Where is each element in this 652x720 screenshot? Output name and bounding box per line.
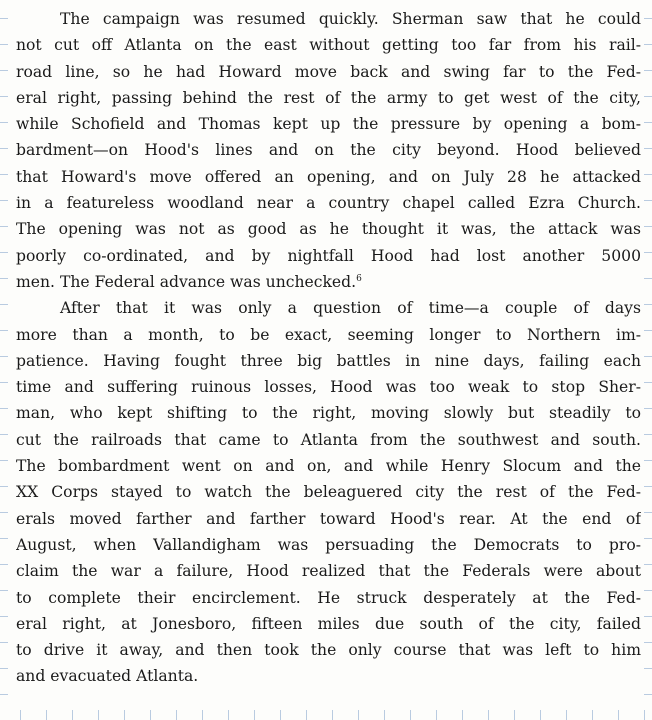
- margin-tick: [462, 710, 463, 720]
- text-line: eral right, at Jonesboro, fifteen miles due south of the city, failed: [16, 614, 641, 633]
- margin-tick: [0, 122, 8, 123]
- margin-tick: [644, 642, 652, 643]
- margin-tick: [0, 460, 8, 461]
- margin-tick: [410, 710, 411, 720]
- margin-tick: [644, 408, 652, 409]
- margin-tick: [0, 226, 8, 227]
- text-line: and evacuated Atlanta.: [16, 667, 199, 686]
- margin-tick: [0, 616, 8, 617]
- margin-tick: [0, 304, 8, 305]
- margin-tick: [0, 486, 8, 487]
- margin-tick: [644, 694, 652, 695]
- margin-tick: [0, 538, 8, 539]
- text-line: road line, so he had Howard move back and swing far to the Fed-: [16, 62, 641, 81]
- margin-tick: [0, 200, 8, 201]
- text-line: The campaign was resumed quickly. Sherman saw that he could: [60, 10, 641, 28]
- margin-tick: [488, 710, 489, 720]
- margin-tick: [0, 330, 8, 331]
- margin-tick: [644, 174, 652, 175]
- text-line: in a featureless woodland near a country chapel called Ezra Church.: [16, 194, 641, 213]
- text-line: to drive it away, and then took the only course that was left to him: [16, 641, 641, 660]
- margin-tick: [644, 616, 652, 617]
- margin-tick: [0, 694, 8, 695]
- margin-tick: [150, 710, 151, 720]
- margin-tick: [0, 668, 8, 669]
- text-line: to complete their encirclement. He struck desperately at the Fed-: [16, 588, 641, 607]
- margin-tick: [644, 252, 652, 253]
- text-line: August, when Vallandigham was persuading the Democrats to pro-: [16, 535, 641, 554]
- margin-tick: [644, 122, 652, 123]
- margin-tick: [644, 564, 652, 565]
- book-text: [16, 6, 641, 690]
- margin-tick: [540, 710, 541, 720]
- margin-tick: [306, 710, 307, 720]
- text-line: poorly co-ordinated, and by nightfall Hood had lost another 5000: [16, 246, 641, 265]
- text-line: After that it was only a question of time—a couple of days: [60, 299, 641, 318]
- text-line-content: men. The Federal advance was unchecked.: [16, 272, 357, 291]
- margin-tick: [644, 382, 652, 383]
- paragraph-2: [16, 295, 641, 689]
- margin-tick: [644, 710, 645, 720]
- margin-tick: [0, 44, 8, 45]
- margin-tick: [644, 44, 652, 45]
- margin-tick: [124, 710, 125, 720]
- text-line: [16, 269, 641, 295]
- margin-tick: [280, 710, 281, 720]
- margin-tick: [332, 710, 333, 720]
- margin-tick: [644, 356, 652, 357]
- margin-tick: [176, 710, 177, 720]
- margin-tick: [436, 710, 437, 720]
- margin-tick: [72, 710, 73, 720]
- margin-tick: [644, 486, 652, 487]
- margin-tick: [592, 710, 593, 720]
- margin-tick: [644, 200, 652, 201]
- text-line: man, who kept shifting to the right, moving slowly but steadily to: [16, 404, 641, 423]
- margin-tick: [358, 710, 359, 720]
- text-line: patience. Having fought three big battles in nine days, failing each: [16, 351, 641, 370]
- text-line: not cut off Atlanta on the east without getting too far from his rail-: [16, 36, 641, 55]
- margin-tick: [644, 18, 652, 19]
- margin-tick: [644, 70, 652, 71]
- margin-tick: [228, 710, 229, 720]
- text-line: XX Corps stayed to watch the beleaguered city the rest of the Fed-: [16, 483, 641, 502]
- margin-tick: [0, 174, 8, 175]
- text-line: while Schofield and Thomas kept up the pressure by opening a bom-: [16, 115, 641, 134]
- margin-tick: [20, 710, 21, 720]
- margin-tick: [0, 70, 8, 71]
- margin-tick: [644, 434, 652, 435]
- margin-tick: [644, 330, 652, 331]
- text-line: that Howard's move offered an opening, and on July 28 he attacked: [16, 167, 641, 186]
- margin-tick: [644, 668, 652, 669]
- margin-tick: [0, 96, 8, 97]
- margin-tick: [514, 710, 515, 720]
- margin-tick: [644, 590, 652, 591]
- margin-tick: [0, 642, 8, 643]
- margin-tick: [644, 148, 652, 149]
- margin-tick: [202, 710, 203, 720]
- text-line: bardment—on Hood's lines and on the city beyond. Hood believed: [16, 141, 641, 160]
- margin-tick: [0, 512, 8, 513]
- margin-tick: [0, 148, 8, 149]
- margin-tick: [618, 710, 619, 720]
- footnote-marker[interactable]: 6: [356, 273, 362, 284]
- text-line: time and suffering ruinous losses, Hood was too weak to stop Sher-: [16, 378, 641, 397]
- margin-tick: [644, 304, 652, 305]
- margin-tick: [254, 710, 255, 720]
- margin-tick: [644, 278, 652, 279]
- margin-tick: [384, 710, 385, 720]
- margin-tick: [644, 96, 652, 97]
- margin-tick: [644, 538, 652, 539]
- margin-tick: [566, 710, 567, 720]
- text-line: more than a month, to be exact, seeming longer to Northern im-: [16, 325, 641, 344]
- margin-tick: [98, 710, 99, 720]
- margin-tick: [0, 356, 8, 357]
- margin-tick: [644, 512, 652, 513]
- margin-tick: [0, 564, 8, 565]
- paragraph-1: [16, 6, 641, 295]
- margin-tick: [0, 434, 8, 435]
- margin-tick: [644, 226, 652, 227]
- margin-tick: [0, 382, 8, 383]
- margin-tick: [0, 252, 8, 253]
- text-line: erals moved farther and farther toward Hood's rear. At the end of: [16, 509, 641, 528]
- text-line: The bombardment went on and on, and while Henry Slocum and the: [16, 457, 641, 476]
- margin-tick: [0, 408, 8, 409]
- margin-tick: [0, 18, 8, 19]
- text-line: claim the war a failure, Hood realized that the Federals were about: [16, 562, 641, 581]
- text-line: The opening was not as good as he thought it was, the attack was: [16, 220, 641, 239]
- margin-tick: [0, 590, 8, 591]
- text-line: eral right, passing behind the rest of the army to get west of the city,: [16, 88, 641, 107]
- margin-tick: [46, 710, 47, 720]
- margin-tick: [644, 460, 652, 461]
- margin-tick: [0, 278, 8, 279]
- text-line: cut the railroads that came to Atlanta from the southwest and south.: [16, 430, 641, 449]
